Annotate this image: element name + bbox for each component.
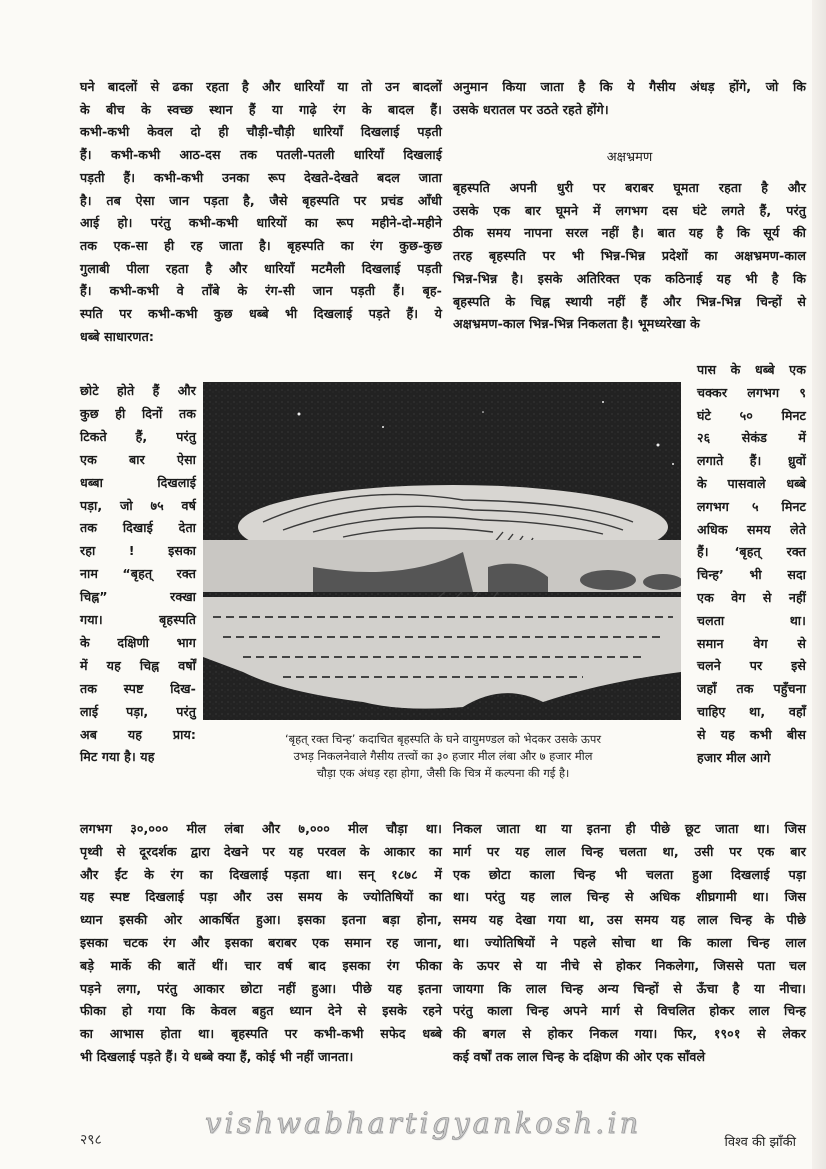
text-line: और ईंट के रंग का दिखलाई पड़ता था। सन् १८७८ में — [80, 866, 442, 882]
text-line: ध्यान इसकी ओर आकर्षित हुआ। इसका इतना बड़ा होना, — [80, 912, 442, 928]
text-line: मार्ग पर यह लाल चिन्ह चलता था, उसी पर एक बार — [453, 843, 806, 859]
text-line: चिन्ह’ भी सदा — [697, 567, 806, 583]
text-line: टिकते हैं, परंतु — [80, 428, 196, 444]
text-line: का आभास होता था। बृहस्पति पर कभी-कभी सफेद धब्बे — [80, 1026, 442, 1042]
text-line: अब यह प्राय: — [80, 726, 196, 742]
text-line: समान वेग से — [697, 635, 806, 651]
text-line: धब्बे साधारणत: — [80, 328, 155, 344]
caption-line: उभड़ निकलनेवाले गैसीय तत्त्वों का ३० हजार मील लंबा और ७ हजार मील — [293, 749, 593, 763]
text-line: परंतु काला चिन्ह अपने मार्ग से विचलित होकर लाल चिन्ह — [453, 1003, 806, 1019]
text-line: पड़ने लगा, परंतु आकार छोटा नहीं हुआ। पीछे यह इतना — [80, 980, 442, 996]
text-line: बड़े मार्के की बातें थीं। चार वर्ष बाद इसका रंग फीका — [80, 957, 442, 973]
text-line: मिट गया है। यह — [80, 749, 155, 765]
text-line: कुछ ही दिनों तक — [80, 405, 196, 421]
text-line: उसके धरातल पर उठते रहते होंगे। — [453, 101, 609, 117]
text-line: गया। बृहस्पति — [80, 612, 196, 627]
text-line: उसके एक बार घूमने में लगभग दस घंटे लगते हैं, परंतु — [453, 202, 806, 218]
watermark: vishwabhartigyankosh.in — [205, 1106, 642, 1140]
text-line: एक छोटा काला चिन्ह भी चलता हुआ दिखलाई पड़ा — [453, 866, 806, 882]
text-line: भिन्न-भिन्न है। इसके अतिरिक्त एक कठिनाई यह भी है कि — [453, 270, 806, 286]
text-line: लाई पड़ा, परंतु — [80, 703, 196, 719]
text-line: पड़ा, जो ७५ वर्ष — [80, 497, 196, 513]
text-line: चलता था। — [697, 612, 806, 628]
text-line: के ऊपर से या नीचे से होकर निकलेगा, जिससे पता चल — [453, 957, 806, 973]
text-line: हैं। कभी-कभी वे ताँबे के रंग-सी जान पड़ती हैं। बृह- — [80, 283, 442, 299]
text-line: घने बादलों से ढका रहता है और धारियाँ या तो उन बादलों — [80, 79, 442, 94]
text-line: स्पति पर कभी-कभी कुछ धब्बे भी दिखलाई पड़ते हैं। ये — [80, 306, 442, 321]
text-line: तक एक-सा ही रह जाता है। बृहस्पति का रंग कुछ-कुछ — [80, 237, 442, 253]
running-footer-book-title: विश्व की झाँकी — [724, 1135, 796, 1150]
text-line: के बीच के स्वच्छ स्थान हैं या गाढ़े रंग के बादल हैं। — [80, 101, 442, 117]
text-line: निकल जाता था या इतना ही पीछे छूट जाता था। जिस — [453, 821, 806, 836]
text-line: कभी-कभी केवल दो ही चौड़ी-चौड़ी धारियाँ दिखलाई पड़ती — [80, 124, 442, 140]
text-line: तक स्पष्ट दिख- — [80, 680, 196, 696]
text-line: कई वर्षों तक लाल चिन्ह के दक्षिण की ओर एक साँवले — [453, 1049, 706, 1064]
text-line: एक वेग से नहीं — [697, 590, 806, 605]
text-line: चाहिए था, वहाँ — [697, 704, 806, 719]
text-line: हैं। कभी-कभी आठ-दस तक पतली-पतली धारियाँ दिखलाई — [80, 147, 442, 163]
text-line: हजार मील आगे — [697, 749, 771, 765]
text-line: लगभग ३०,००० मील लंबा और ७,००० मील चौड़ा था। — [80, 821, 442, 836]
text-line: नाम “बृहत् रक्त — [80, 566, 196, 582]
text-line: के पासवाले धब्बे — [697, 476, 806, 491]
text-line: रहा ! इसका — [80, 543, 196, 559]
text-line: पृथ्वी से दूरदर्शक द्वारा देखने पर यह परवल के आकार का — [80, 843, 442, 859]
storm-drawing — [203, 382, 681, 720]
text-line: लगभग ५ मिनट — [697, 498, 806, 514]
caption-line: चौड़ा एक अंधड़ रहा होगा, जैसी कि चित्र में कल्पना की गई है। — [316, 766, 570, 780]
text-line: तरह बृहस्पति पर भी भिन्न-भिन्न प्रदेशों का अक्षभ्रमण-काल — [453, 248, 806, 264]
page-number: २९८ — [80, 1132, 102, 1148]
text-line: जायगा कि लाल चिन्ह अन्य चिन्हों से ऊँचा है या नीचा। — [453, 980, 806, 996]
text-line: पास के धब्बे एक — [697, 362, 806, 377]
text-line: धब्बा दिखलाई — [80, 474, 196, 490]
text-line: इसका चटक रंग और इसका बराबर एक समान रह जाना, — [80, 935, 442, 950]
text-line: भी दिखलाई पड़ते हैं। ये धब्बे क्या हैं, कोई भी नहीं जानता। — [80, 1049, 354, 1064]
text-line: यह स्पष्ट दिखलाई पड़ा और उस समय के ज्योतिषियों का — [80, 889, 442, 905]
text-line: चिह्न” रक्खा — [80, 589, 196, 605]
text-line: गुलाबी पीला रहता है और धारियाँ मटमैली दिखलाई पड़ती — [80, 260, 442, 276]
text-line: पड़ती हैं। कभी-कभी उनका रूप देखते-देखते बदल जाता — [80, 169, 442, 185]
text-line: छोटे होते हैं और — [80, 383, 196, 398]
text-line: ठीक समय नापना सरल नहीं है। बात यह है कि सूर्य की — [453, 225, 806, 241]
text-line: था। ज्योतिषियों ने पहले सोचा था कि काला चिन्ह लाल — [453, 935, 806, 950]
text-line: बृहस्पति के चिह्न स्थायी नहीं हैं और भिन्न-भिन्न चिन्हों से — [453, 293, 806, 309]
text-line: अक्षभ्रमण-काल भिन्न-भिन्न निकलता है। भूमध्यरेखा के — [453, 316, 700, 332]
page-edge-shadow — [812, 0, 826, 1169]
text-line: बृहस्पति अपनी धुरी पर बराबर घूमता रहता है और — [453, 180, 806, 195]
text-line: से यह कभी बीस — [697, 726, 806, 742]
text-line: २६ सेकंड में — [697, 430, 806, 446]
text-line: के दक्षिणी भाग — [80, 634, 196, 650]
text-line: समय यह देखा गया था, उस समय यह लाल चिन्ह के पीछे — [453, 912, 806, 928]
caption-line: ‘बृहत् रक्त चिन्ह’ कदाचित बृहस्पति के घने वायुमण्डल को भेदकर उसके ऊपर — [285, 732, 601, 746]
text-line: चलने पर इसे — [697, 658, 806, 674]
text-line: था। परंतु यह लाल चिन्ह से अधिक शीघ्रगामी था। जिस — [453, 889, 806, 905]
text-line: घंटे ५० मिनट — [697, 407, 806, 423]
text-line: हैं। ‘बृहत् रक्त — [697, 544, 806, 560]
text-line: में यह चिह्न वर्षों — [80, 657, 196, 673]
section-heading: अक्षभ्रमण — [606, 150, 653, 165]
text-line: आई हो। परंतु कभी-कभी धारियों का रूप महीने-दो-महीने — [80, 215, 442, 231]
great-red-spot-illustration — [203, 382, 681, 720]
text-line: अधिक समय लेते — [697, 521, 806, 537]
text-line: जहाँ तक पहुँचना — [697, 681, 806, 697]
text-line: फीका हो गया कि केवल बहुत ध्यान देने से इसके रहने — [80, 1003, 442, 1019]
text-line: एक बार ऐसा — [80, 451, 196, 467]
text-line: चक्कर लगभग ९ — [697, 384, 806, 400]
text-line: लगाते हैं। ध्रुवों — [697, 453, 806, 469]
text-line: अनुमान किया जाता है कि ये गैसीय अंधड़ होंगे, जो कि — [453, 79, 806, 94]
text-line: की बगल से होकर निकल गया। फिर, १९०१ से लेकर — [453, 1026, 806, 1042]
text-line: तक दिखाई देता — [80, 520, 196, 536]
text-line: है। तब ऐसा जान पड़ता है, जैसे बृहस्पति पर प्रचंड आँधी — [80, 192, 442, 208]
